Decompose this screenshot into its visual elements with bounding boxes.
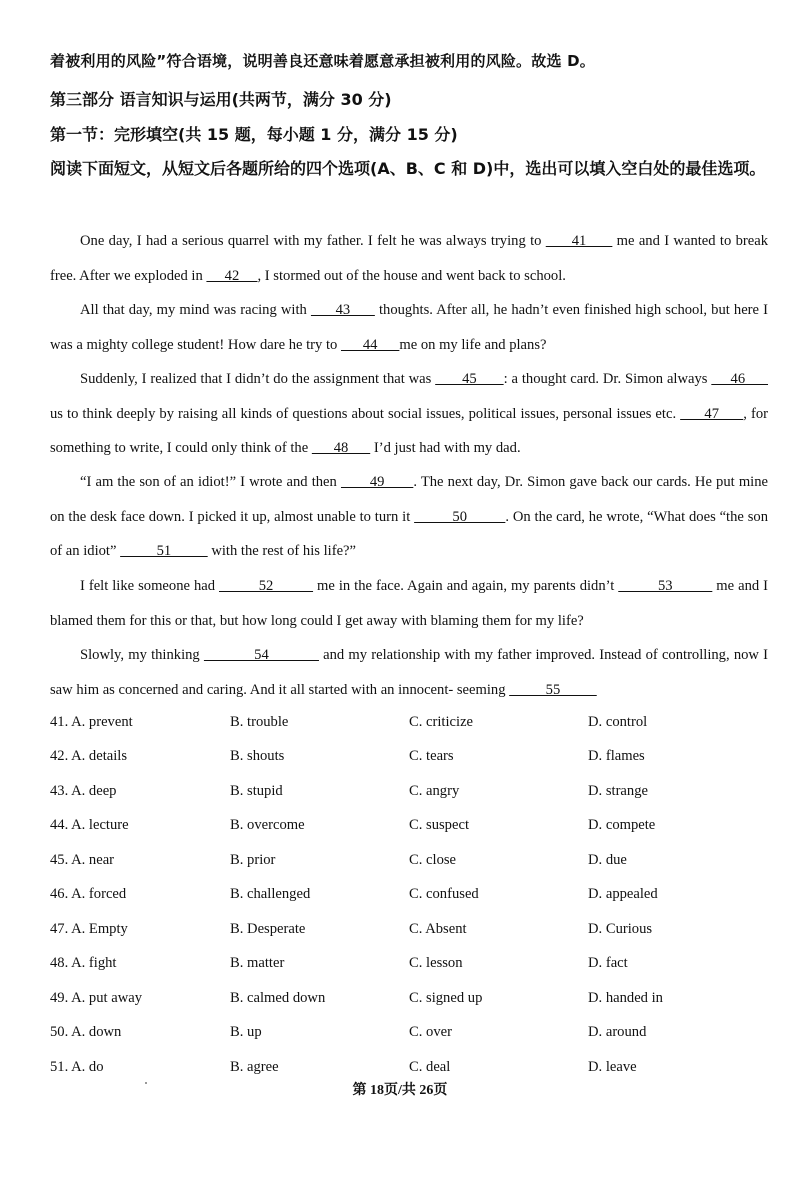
option-d: D. around (588, 1024, 647, 1040)
passage-text: Slowly, my thinking (80, 647, 204, 663)
option-row (50, 783, 768, 817)
section-title: 第三部分 语言知识与运用(共两节，满分 30 分) (50, 90, 392, 109)
option-a: 41. A. prevent (50, 714, 133, 730)
option-d: D. control (588, 714, 648, 730)
option-b: B. calmed down (230, 990, 326, 1006)
passage-text: me and I blamed them for this or that, but how long could I get away with blaming them for my life? (50, 578, 768, 629)
option-c: C. signed up (409, 990, 483, 1006)
option-c: C. criticize (409, 714, 474, 730)
blank-54: 54 (203, 647, 319, 663)
option-row (50, 886, 768, 920)
option-row (50, 990, 768, 1024)
option-row (50, 748, 768, 782)
blank-46: 46 (711, 371, 769, 387)
option-c: C. over (409, 1024, 452, 1040)
option-d: D. handed in (588, 990, 663, 1006)
option-row (50, 921, 768, 955)
option-b: B. matter (230, 955, 285, 971)
passage-text: , I stormed out of the house and went back to school. (257, 267, 566, 284)
passage-text: . The next day, Dr. Simon gave back our cards. He put mine on the desk face down. I picked it up, almost unable to turn it (50, 474, 768, 525)
option-c: C. angry (409, 783, 460, 799)
previous-answer-line: 着被利用的风险”符合语境，说明善良还意味着愿意承担被利用的风险。故选 D。 (50, 52, 595, 70)
option-d: D. fact (588, 955, 628, 971)
option-b: B. up (230, 1024, 262, 1040)
option-a: 43. A. deep (50, 783, 117, 799)
blank-42: 42 (206, 267, 258, 284)
blank-48: 48 (311, 440, 371, 456)
passage-text: me on my life and plans? (399, 336, 547, 353)
blank-55: 55 (509, 681, 597, 698)
passage-text: thoughts. After all, he hadn’t even finished high school, but here I was a mighty college student! How dare he try to (50, 302, 768, 353)
passage-text: me and I wanted to break free. After we exploded in (50, 233, 768, 284)
blank-52: 52 (219, 578, 314, 594)
option-row (50, 852, 768, 886)
blank-45: 45 (435, 371, 504, 387)
option-row (50, 714, 768, 748)
option-row (50, 1024, 768, 1058)
option-b: B. challenged (230, 886, 311, 902)
option-c: C. Absent (409, 921, 467, 937)
option-c: C. confused (409, 886, 479, 902)
option-a: 46. A. forced (50, 886, 127, 902)
option-d: D. compete (588, 817, 656, 833)
option-b: B. Desperate (230, 921, 306, 937)
option-a: 51. A. do (50, 1059, 104, 1075)
option-a: 49. A. put away (50, 990, 143, 1006)
option-row (50, 955, 768, 989)
passage-paragraph-4 (50, 465, 768, 569)
blank-47: 47 (680, 405, 744, 422)
option-c: C. suspect (409, 817, 469, 833)
option-a: 48. A. fight (50, 955, 117, 971)
option-a: 42. A. details (50, 748, 128, 764)
passage-text: me in the face. Again and again, my parents didn’t (313, 578, 619, 594)
page-number: 第 18页/共 26页 (352, 1083, 448, 1098)
blank-43: 43 (310, 302, 375, 318)
passage-paragraph-6 (50, 638, 768, 707)
passage-text: I’d just had with my dad. (370, 440, 521, 456)
option-b: B. prior (230, 852, 276, 868)
option-c: C. tears (409, 748, 454, 764)
option-b: B. trouble (230, 714, 289, 730)
instruction: 阅读下面短文，从短文后各题所给的四个选项(A、B、C 和 D)中，选出可以填入空白处的最佳选项。 (50, 159, 766, 178)
option-d: D. due (588, 852, 627, 868)
passage-text: All that day, my mind was racing with (80, 302, 311, 318)
option-row (50, 817, 768, 851)
passage-text: . On the card, he wrote, “What does “the son of an idiot” (50, 508, 768, 559)
option-c: C. close (409, 852, 457, 868)
option-d: D. leave (588, 1059, 637, 1075)
passage-text: : a thought card. Dr. Simon always (503, 371, 712, 387)
passage-text: and my relationship with my father improved. Instead of controlling, now I saw him as concerned and caring. And it all started with an innocent- seeming (50, 647, 768, 698)
passage-text: , for something to write, I could only think of the (50, 405, 768, 456)
option-d: D. appealed (588, 886, 658, 902)
passage-text: One day, I had a serious quarrel with my father. I felt he was always trying to (80, 233, 546, 249)
option-c: C. deal (409, 1059, 451, 1075)
subsection-title: 第一节：完形填空(共 15 题，每小题 1 分，满分 15 分) (50, 125, 458, 144)
passage-text: I felt like someone had (80, 578, 219, 594)
passage-text: with the rest of his life?” (207, 543, 357, 559)
blank-50: 50 (414, 508, 506, 525)
passage-paragraph-5 (50, 569, 768, 638)
option-b: B. agree (230, 1059, 279, 1075)
option-b: B. stupid (230, 783, 283, 799)
blank-44: 44 (340, 336, 400, 353)
blank-49: 49 (340, 474, 414, 490)
option-b: B. shouts (230, 748, 285, 764)
option-a: 45. A. near (50, 852, 115, 868)
blank-53: 53 (618, 578, 713, 594)
passage-paragraph-2 (50, 293, 768, 362)
option-d: D. strange (588, 783, 648, 799)
passage-text: “I am the son of an idiot!” I wrote and then (80, 474, 341, 490)
option-c: C. lesson (409, 955, 463, 971)
passage-text: us to think deeply by raising all kinds of questions about social issues, political issues, personal issues etc. (50, 405, 681, 422)
blank-51: 51 (120, 543, 208, 559)
blank-41: 41 (545, 233, 613, 249)
passage-text: Suddenly, I realized that I didn’t do the assignment that was (80, 371, 436, 387)
option-d: D. Curious (588, 921, 653, 937)
option-a: 44. A. lecture (50, 817, 129, 833)
option-a: 47. A. Empty (50, 921, 128, 937)
option-a: 50. A. down (50, 1024, 122, 1040)
option-b: B. overcome (230, 817, 305, 833)
passage-paragraph-3 (50, 362, 768, 466)
passage-paragraph-1 (50, 224, 768, 293)
option-d: D. flames (588, 748, 645, 764)
